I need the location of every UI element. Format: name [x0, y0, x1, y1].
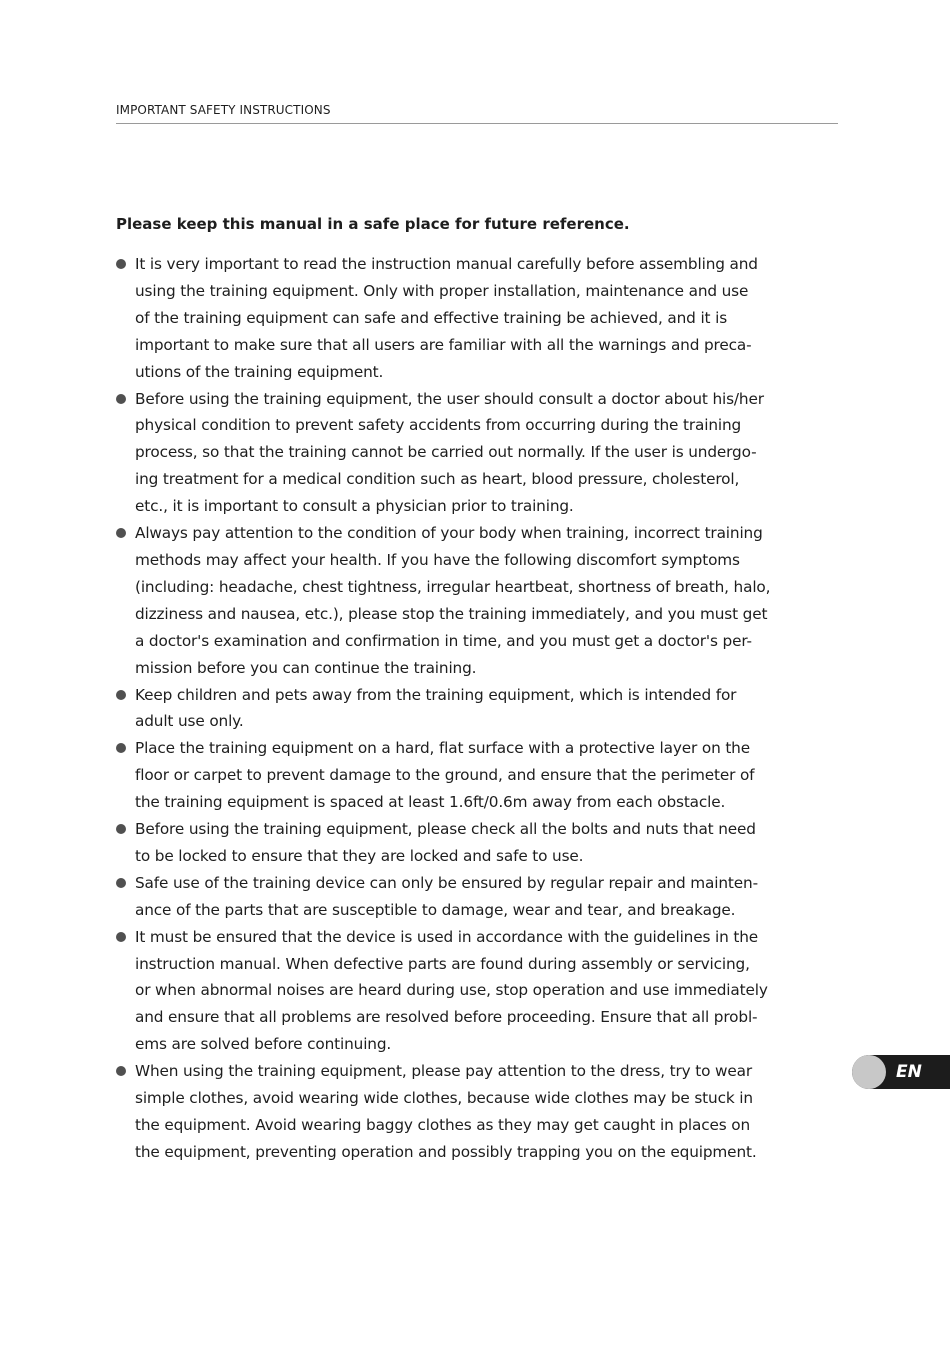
instruction-line: using the training equipment. Only with proper installation, maintenance and use	[135, 281, 749, 300]
language-label: EN	[896, 1062, 922, 1082]
instruction-line: important to make sure that all users are familiar with all the warnings and preca-	[135, 335, 752, 354]
safety-instruction-item	[116, 251, 836, 386]
safety-instruction-text	[135, 520, 836, 681]
instruction-line: etc., it is important to consult a physician prior to training.	[135, 497, 574, 516]
safety-instruction-item	[116, 1058, 836, 1166]
instruction-line: adult use only.	[135, 712, 244, 731]
safety-instructions-list	[116, 251, 836, 1166]
instruction-line: ems are solved before continuing.	[135, 1035, 392, 1054]
instruction-line: of the training equipment can safe and effective training be achieved, and it is	[135, 308, 728, 327]
instruction-line: Safe use of the training device can only be ensured by regular repair and mainten-	[135, 873, 758, 892]
instruction-line: the training equipment is spaced at least 1.6ft/0.6m away from each obstacle.	[135, 793, 726, 812]
bullet-dot-icon	[116, 1066, 126, 1076]
bullet-dot-icon	[116, 690, 126, 700]
safety-instruction-text	[135, 682, 836, 736]
instruction-line: Keep children and pets away from the training equipment, which is intended for	[135, 685, 737, 704]
safety-instruction-item	[116, 924, 836, 1059]
instruction-line: It must be ensured that the device is used in accordance with the guidelines in the	[135, 927, 759, 946]
instruction-line: Before using the training equipment, the user should consult a doctor about his/her	[135, 389, 764, 408]
instruction-line: the equipment. Avoid wearing baggy clothes as they may get caught in places on	[135, 1116, 751, 1134]
bullet-dot-icon	[116, 932, 126, 942]
instruction-line: ing treatment for a medical condition such as heart, blood pressure, cholesterol,	[135, 470, 740, 489]
bullet-dot-icon	[116, 878, 126, 888]
page-header	[116, 102, 838, 124]
bullet-dot-icon	[116, 743, 126, 753]
bullet-dot-icon	[116, 259, 126, 269]
intro-heading: Please keep this manual in a safe place for future reference.	[116, 215, 630, 233]
instruction-line: the equipment, preventing operation and possibly trapping you on the equipment.	[135, 1142, 757, 1161]
safety-instruction-text	[135, 870, 836, 924]
safety-instruction-text	[135, 735, 836, 816]
instruction-line: and ensure that all problems are resolved before proceeding. Ensure that all probl-	[135, 1008, 758, 1027]
instruction-line: process, so that the training cannot be carried out normally. If the user is undergo-	[135, 443, 757, 462]
instruction-line: It is very important to read the instruction manual carefully before assembling and	[135, 255, 758, 273]
instruction-line: Place the training equipment on a hard, flat surface with a protective layer on the	[135, 739, 750, 758]
instruction-line: floor or carpet to prevent damage to the ground, and ensure that the perimeter of	[135, 766, 755, 785]
instruction-line: simple clothes, avoid wearing wide clothes, because wide clothes may be stuck in	[135, 1089, 753, 1108]
instruction-line: utions of the training equipment.	[135, 362, 384, 381]
safety-instruction-text	[135, 816, 836, 870]
language-tab-circle	[852, 1055, 886, 1089]
bullet-dot-icon	[116, 528, 126, 538]
bullet-dot-icon	[116, 824, 126, 834]
page-header-title: IMPORTANT SAFETY INSTRUCTIONS	[116, 103, 331, 117]
safety-instruction-item	[116, 735, 836, 816]
safety-instruction-text	[135, 386, 836, 521]
instruction-line: a doctor's examination and confirmation in time, and you must get a doctor's per-	[135, 631, 752, 650]
instruction-line: mission before you can continue the training.	[135, 658, 477, 677]
safety-instruction-text	[135, 1058, 836, 1166]
instruction-line: to be locked to ensure that they are locked and safe to use.	[135, 846, 584, 865]
instruction-line: Before using the training equipment, please check all the bolts and nuts that need	[135, 820, 756, 839]
safety-instruction-item	[116, 386, 836, 521]
instruction-line: instruction manual. When defective parts are found during assembly or servicing,	[135, 954, 750, 973]
safety-instruction-item	[116, 870, 836, 924]
instruction-line: (including: headache, chest tightness, irregular heartbeat, shortness of breath, halo,	[135, 577, 771, 596]
instruction-line: physical condition to prevent safety accidents from occurring during the training	[135, 416, 742, 435]
instruction-line: dizziness and nausea, etc.), please stop the training immediately, and you must get	[135, 604, 768, 623]
safety-instruction-text	[135, 251, 836, 386]
safety-instruction-text	[135, 924, 836, 1059]
language-tab	[852, 1055, 950, 1089]
safety-instruction-item	[116, 682, 836, 736]
safety-instruction-item	[116, 520, 836, 681]
bullet-dot-icon	[116, 394, 126, 404]
instruction-line: ance of the parts that are susceptible to damage, wear and tear, and breakage.	[135, 900, 736, 919]
instruction-line: When using the training equipment, please pay attention to the dress, try to wear	[135, 1062, 752, 1081]
instruction-line: or when abnormal noises are heard during use, stop operation and use immediately	[135, 981, 768, 1000]
instruction-line: methods may affect your health. If you have the following discomfort symptoms	[135, 550, 740, 569]
instruction-line: Always pay attention to the condition of your body when training, incorrect training	[135, 524, 763, 543]
safety-instruction-item	[116, 816, 836, 870]
